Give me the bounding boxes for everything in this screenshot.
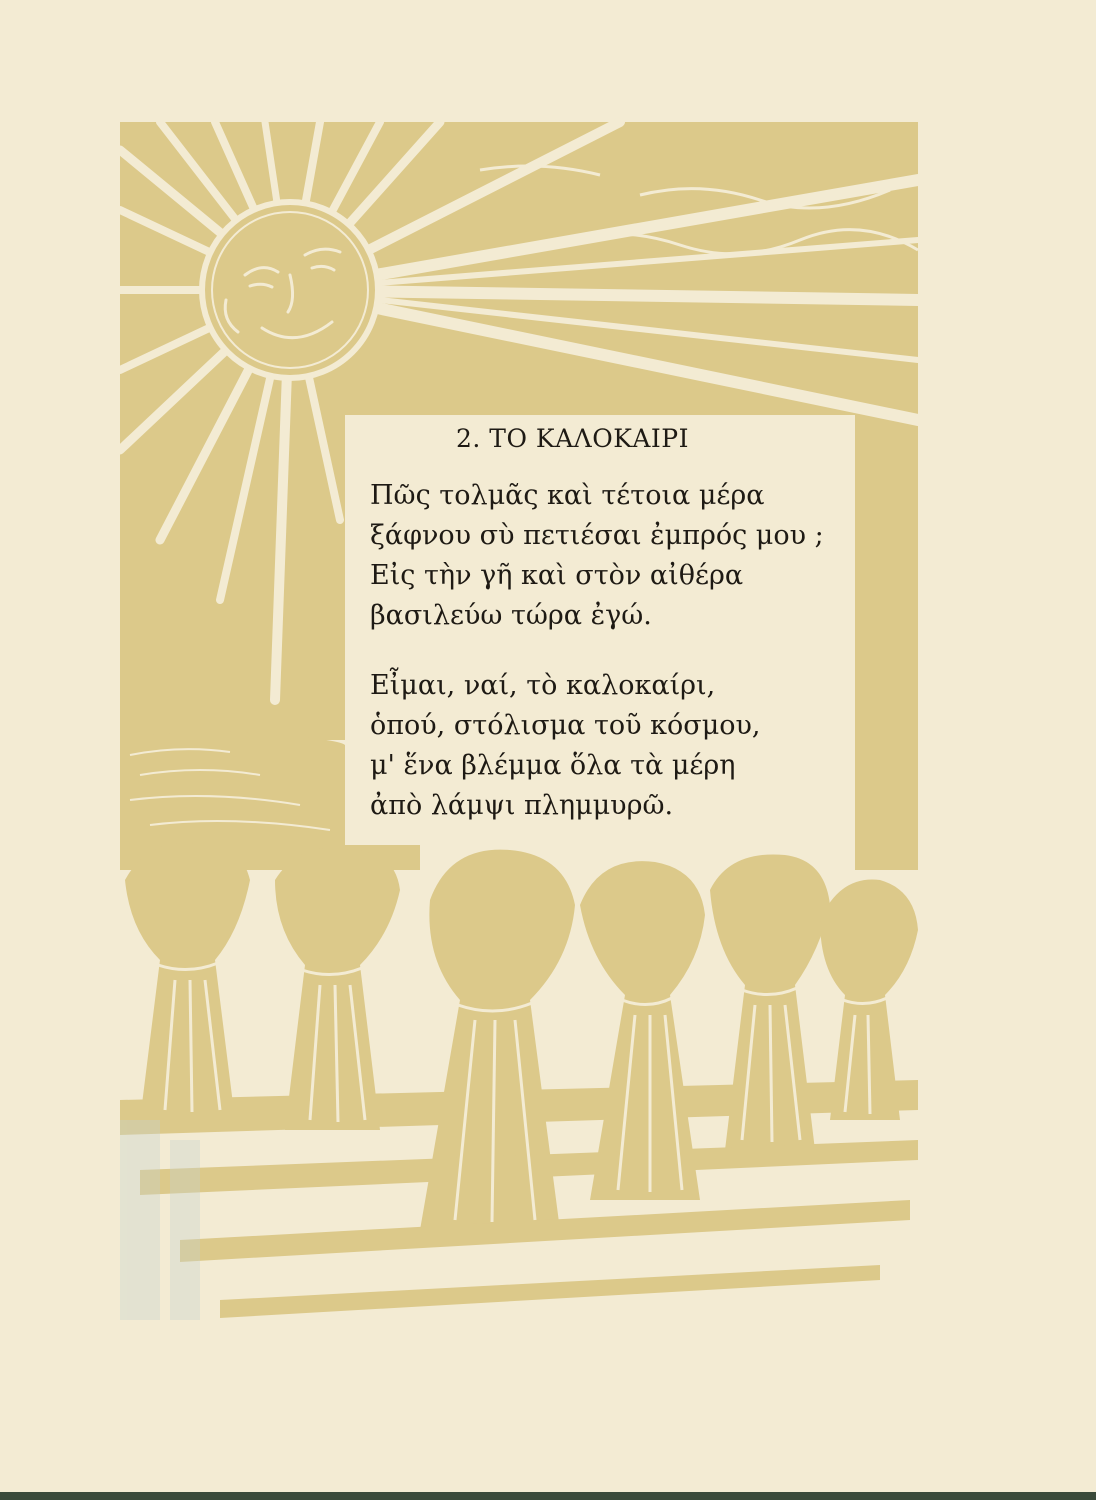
- poem-line: βασιλεύω τώρα ἐγώ.: [370, 600, 652, 631]
- poem-title: 2. ΤΟ ΚΑΛΟΚΑΙΡΙ: [456, 424, 690, 453]
- poem-line: ἀπὸ λάμψι πλημμυρῶ.: [370, 790, 674, 821]
- poem-line: Πῶς τολμᾶς καὶ τέτοια μέρα: [370, 480, 765, 511]
- wheat-field: [120, 843, 918, 1318]
- poem-line: ὁπού, στόλισμα τοῦ κόσμου,: [370, 710, 761, 741]
- poem-line: ξάφνου σὺ πετιέσαι ἐμπρός μου ;: [370, 520, 824, 551]
- sun-disc: [202, 202, 378, 378]
- poem-line: Εἶμαι, ναί, τὸ καλοκαίρι,: [370, 670, 716, 701]
- page-bottom-edge: [0, 1492, 1096, 1500]
- poem-line: μ' ἕνα βλέμμα ὅλα τὰ μέρη: [370, 750, 736, 781]
- poem-line: Εἰς τὴν γῆ καὶ στὸν αἰθέρα: [370, 560, 744, 591]
- poem-stanza-1: [370, 476, 824, 636]
- poem-stanza-2: [370, 666, 761, 826]
